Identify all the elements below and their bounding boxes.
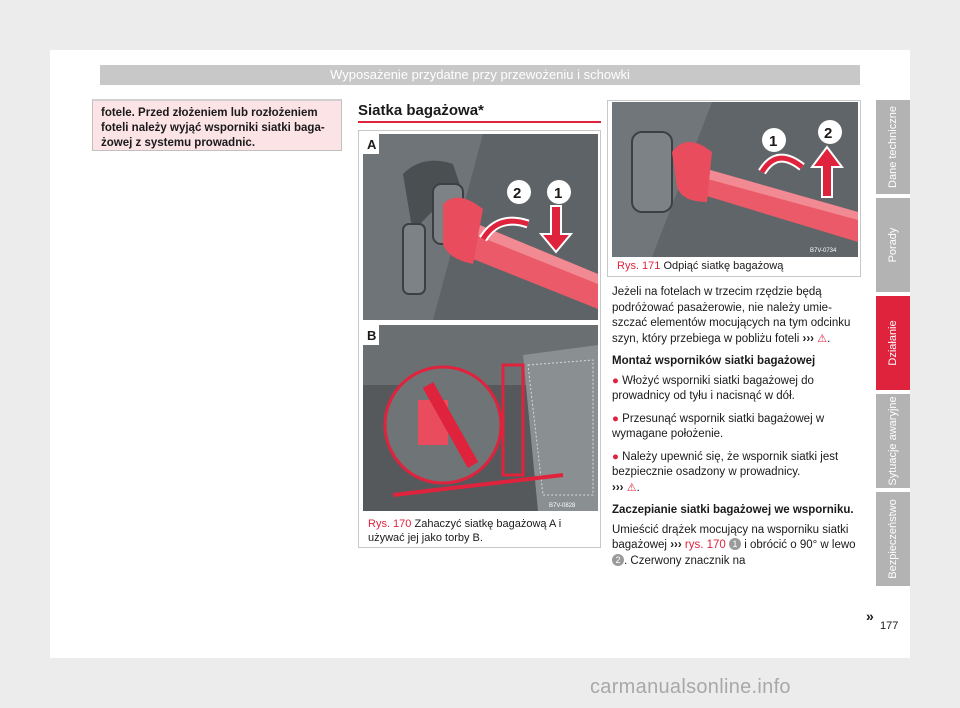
paragraph-2 <box>612 523 862 570</box>
paragraph-text: . Czerwony znacznik na <box>624 554 746 567</box>
page-header: Wyposażenie przydatne przy przewożeniu i schowki <box>100 65 860 85</box>
chevron-link-icon[interactable]: ››› <box>670 539 682 551</box>
label-b: B <box>367 328 377 343</box>
chevron-link-icon[interactable]: ››› <box>802 332 814 345</box>
tab-label: Działanie <box>887 320 899 366</box>
label-a: A <box>367 137 377 152</box>
paragraph-text: Umieścić drążek mocujący na wsporniku siatki bagażowej <box>612 523 849 551</box>
bullet-text: Przesunąć wspornik siatki bagażowej w wymagane położenie. <box>612 412 825 440</box>
tab-porady[interactable] <box>876 198 910 292</box>
figure-number: Rys. 170 <box>368 518 412 530</box>
warning-text: fotele. Przed złożeniem lub rozłożeniem foteli należy wyjąć wsporniki siatki bagażowej z systemu prowadnic. <box>101 107 325 149</box>
figure-170a-photo <box>363 134 598 320</box>
section-title: Siatka bagażowa* <box>358 102 484 119</box>
callout-1: 1 <box>554 185 563 202</box>
bullet-item: ● Należy upewnić się, że wspornik siatki jest bezpiecznie osadzony w prowadnicy. ››› ⚠. <box>612 450 839 494</box>
body-text <box>612 285 862 576</box>
bullet-text: Należy upewnić się, że wspornik siatki jest bezpiecznie osadzony w prowadnicy. <box>612 450 839 478</box>
tab-label: Dane techniczne <box>887 106 899 188</box>
continue-icon: » <box>866 608 874 624</box>
figure-170-caption <box>368 517 593 545</box>
callout-2: 2 <box>513 185 522 202</box>
warning-triangle-icon: ⚠ <box>817 332 828 345</box>
step-badge-1: 1 <box>729 538 741 550</box>
paragraph-text: Jeżeli na fotelach w trzecim rzędzie będą podróżować pasażerowie, nie należy umieszczać elementów mocujących na tym odcinku szyn, który przebiega w pobliżu foteli <box>612 286 851 345</box>
tab-label: Porady <box>887 227 899 263</box>
bullet-icon: ● <box>612 450 619 463</box>
tab-dane-techniczne[interactable] <box>876 100 910 194</box>
callout-2: 2 <box>824 125 833 142</box>
section-divider <box>358 121 601 123</box>
warning-triangle-icon: ⚠ <box>626 481 637 494</box>
bullet-item <box>612 374 862 405</box>
bullet-item <box>612 412 862 443</box>
heading-hooking: Zaczepianie siatki bagażowej we wsporniku. <box>612 504 854 516</box>
paragraph-1: Jeżeli na fotelach w trzecim rzędzie będą podróżować pasażerowie, nie należy umieszczać elementów mocujących na tym odcinku szyn, który przebiega w pobliżu foteli ››› ⚠. <box>612 286 851 345</box>
watermark: carmanualsonline.info <box>590 676 791 698</box>
figure-171-caption <box>617 259 857 273</box>
warning-box <box>92 99 342 151</box>
bullet-text: Włożyć wsporniki siatki bagażowej do prowadnicy od tyłu i nacisnąć w dół. <box>612 374 814 402</box>
image-code: B7V-0734 <box>810 248 837 254</box>
caption-text: Zahaczyć siatkę bagażową A i używać jej jako torby B. <box>368 518 562 544</box>
step-badge-2: 2 <box>612 554 624 566</box>
paragraph-text: i obrócić o 90° w lewo <box>744 539 856 551</box>
tab-label: Bezpieczeństwo <box>887 499 899 579</box>
caption-text: Odpiąć siatkę bagażową <box>663 260 784 272</box>
heading-mounting: Montaż wsporników siatki bagażowej <box>612 355 816 367</box>
page-number: 177 <box>880 620 899 632</box>
bullet-icon: ● <box>612 374 619 387</box>
callout-1: 1 <box>769 133 778 150</box>
tab-sytuacje-awaryjne[interactable] <box>876 394 910 488</box>
figure-171 <box>607 100 861 277</box>
figure-170 <box>358 130 601 548</box>
figure-number: Rys. 171 <box>617 260 661 272</box>
tab-label: Sytuacje awaryjne <box>887 396 899 486</box>
chevron-link-icon[interactable]: ››› <box>612 481 624 494</box>
tab-dzialanie[interactable] <box>876 296 910 390</box>
figure-170b-photo <box>363 325 598 511</box>
image-code: B7V-0828 <box>549 503 576 509</box>
figure-reference-link[interactable]: rys. 170 <box>684 539 726 551</box>
tab-bezpieczenstwo[interactable] <box>876 492 910 586</box>
bullet-icon: ● <box>612 412 619 425</box>
figure-171-photo <box>612 102 858 257</box>
